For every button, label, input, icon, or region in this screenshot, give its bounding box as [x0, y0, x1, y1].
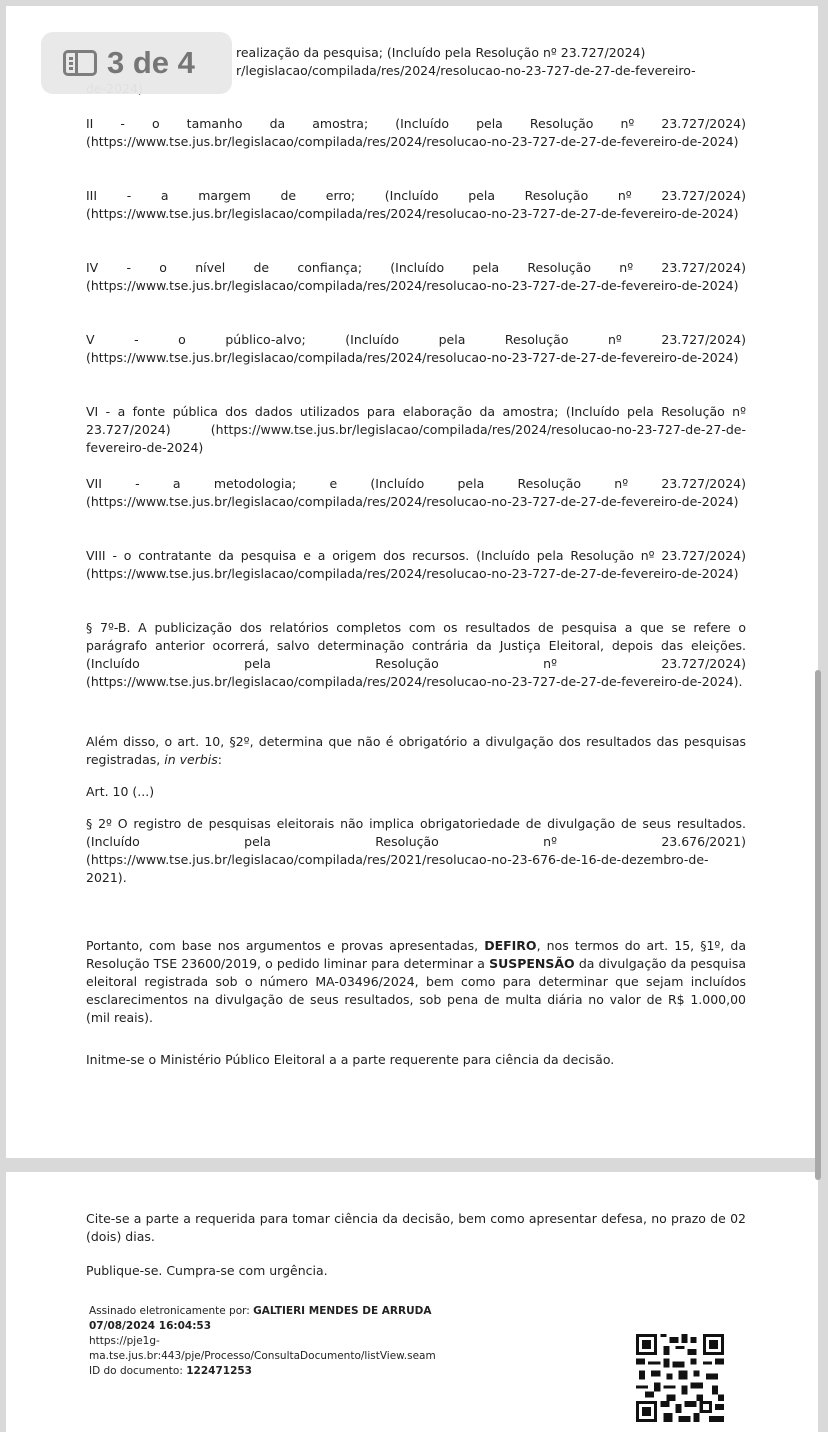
item-i-line-1: realização da pesquisa; (Incluído pela Resolução nº 23.727/2024) [236, 45, 646, 60]
paragraph-portanto [86, 937, 746, 1027]
document-id-line [89, 1364, 559, 1379]
signature-block [89, 1304, 559, 1379]
defiro-text: DEFIRO [484, 938, 537, 953]
signature-datetime: 07/08/2024 16:04:53 [89, 1320, 212, 1332]
in-verbis: in verbis [164, 752, 218, 767]
document-page-4 [6, 1172, 818, 1432]
alem-colon: : [217, 752, 222, 767]
paragraph-art-10: Art. 10 (...) [86, 784, 155, 799]
paragraph-item-iii: III - a margem de erro; (Incluído pela Resolução nº 23.727/2024) (https://www.tse.jus.br/legislacao/compilada/res/2024/resolucao-no-23-727-de-27-de-fevereiro-de-2024) [86, 188, 746, 221]
paragraph-item-vi: VI - a fonte pública dos dados utilizados para elaboração da amostra; (Incluído pela Resolução nº 23.727/2024) (https://www.tse.jus.br/legislacao/compilada/res/2024/resolucao-no-23-727-de-27-de-fevereiro-de-2024) [86, 404, 746, 455]
signature-line [89, 1304, 559, 1319]
paragraph-item-vii: VII - a metodologia; e (Incluído pela Resolução nº 23.727/2024) (https://www.tse.jus.br/legislacao/compilada/res/2024/resolucao-no-23-727-de-27-de-fevereiro-de-2024) [86, 476, 746, 509]
document-id-label: ID do documento: [89, 1365, 187, 1377]
qr-code-icon [636, 1334, 724, 1422]
signature-url-2: ma.tse.jus.br:443/pje/Processo/ConsultaDocumento/listView.seam [89, 1350, 436, 1362]
page-counter-badge[interactable] [41, 32, 232, 94]
paragraph-item-viii: VIII - o contratante da pesquisa e a origem dos recursos. (Incluído pela Resolução nº 23.727/2024) (https://www.tse.jus.br/legislacao/compilada/res/2024/resolucao-no-23-727-de-27-de-fevereiro-de-2024) [86, 548, 746, 581]
paragraph-publique-se: Publique-se. Cumpra-se com urgência. [86, 1263, 328, 1278]
document-id-value: 122471253 [186, 1365, 252, 1377]
paragraph-initme: Initme-se o Ministério Público Eleitoral a a parte requerente para ciência da decisão. [86, 1052, 615, 1067]
alem-text: Além disso, o art. 10, §2º, determina que não é obrigatório a divulgação dos resultados das pesquisas registradas, [86, 734, 746, 767]
paragraph-cite-se: Cite-se a parte a requerida para tomar ciência da decisão, bem como apresentar defesa, no prazo de 02 (dois) dias. [86, 1211, 746, 1244]
portanto-text-c: , nos termos do art. 15, §1º, da Resolução TSE 23600/2019, o pedido liminar para determinar a [86, 938, 746, 971]
document-page-3 [6, 6, 818, 1158]
portanto-text-a: Portanto, com base nos argumentos e provas apresentadas, [86, 938, 485, 953]
paragraph-alem-disso [86, 733, 746, 769]
page-counter-label: 3 de 4 [107, 45, 195, 80]
suspensao-text: SUSPENSÃO [489, 956, 575, 971]
signed-by-label: Assinado eletronicamente por: [89, 1305, 254, 1317]
vertical-scrollbar[interactable] [815, 670, 821, 1180]
signer-name: GALTIERI MENDES DE ARRUDA [253, 1305, 432, 1317]
item-i-line-2: r/legislacao/compilada/res/2024/resolucao-no-23-727-de-27-de-fevereiro- [236, 63, 696, 78]
signature-url-1: https://pje1g- [89, 1335, 160, 1347]
paragraph-7b: § 7º-B. A publicização dos relatórios completos com os resultados de pesquisa a que se refere o parágrafo anterior ocorrerá, salvo determinação contrária da Justiça Eleitoral, depois das eleições. (Incluído pela Resolução nº 23.727/2024) (https://www.tse.jus.br/legislacao/compilada/res/2024/resolucao-no-23-727-de-27-de-fevereiro-de-2024). [86, 620, 746, 689]
paragraph-item-iv: IV - o nível de confiança; (Incluído pela Resolução nº 23.727/2024) (https://www.tse.jus.br/legislacao/compilada/res/2024/resolucao-no-23-727-de-27-de-fevereiro-de-2024) [86, 260, 746, 293]
paragraph-item-v: V - o público-alvo; (Incluído pela Resolução nº 23.727/2024) (https://www.tse.jus.br/legislacao/compilada/res/2024/resolucao-no-23-727-de-27-de-fevereiro-de-2024) [86, 332, 746, 365]
sidebar-icon [63, 50, 97, 76]
paragraph-par-2: § 2º O registro de pesquisas eleitorais não implica obrigatoriedade de divulgação de seus resultados. (Incluído pela Resolução nº 23.676/2021) (https://www.tse.jus.br/legislacao/compilada/res/2021/resolucao-no-23-676-de-16-de-dezembro-de-2021). [86, 816, 746, 885]
portanto-text-e: da divulgação da pesquisa eleitoral registrada sob o número MA-03496/2024, bem como para determinar que sejam incluídos esclarecimentos na divulgação de seus resultados, sob pena de multa diária no valor de R$ 1.000,00 (mil reais). [86, 956, 746, 1025]
paragraph-item-ii: II - o tamanho da amostra; (Incluído pela Resolução nº 23.727/2024) (https://www.tse.jus.br/legislacao/compilada/res/2024/resolucao-no-23-727-de-27-de-fevereiro-de-2024) [86, 116, 746, 149]
